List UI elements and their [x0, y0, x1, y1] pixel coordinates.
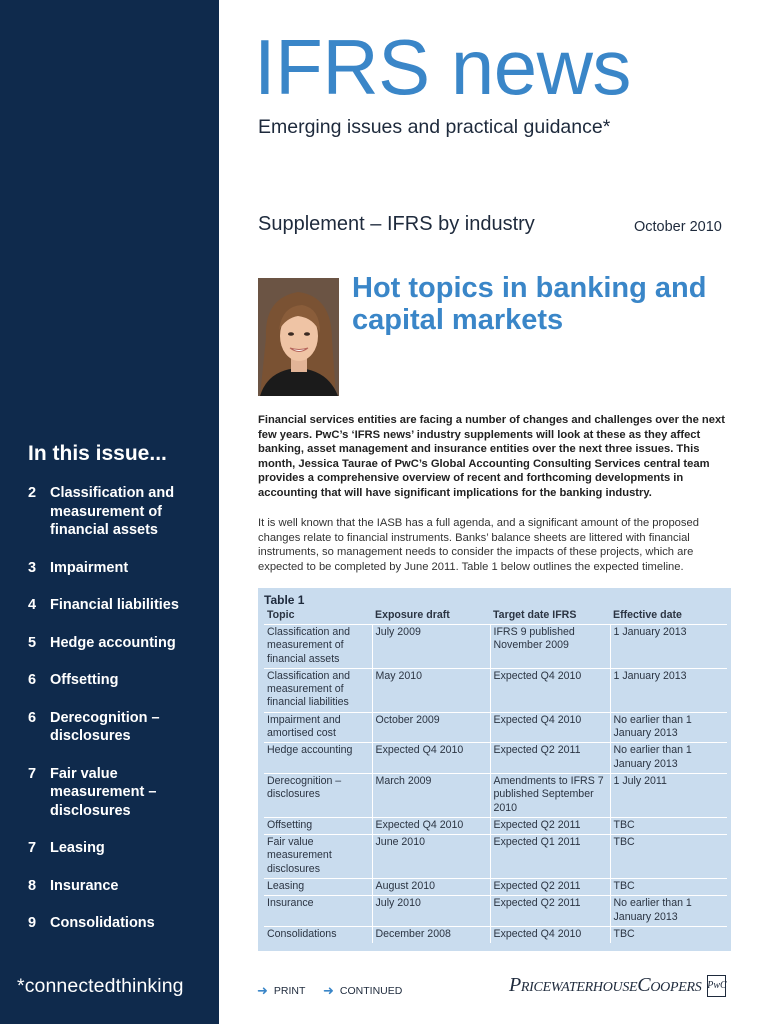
- toc-item-number: 4: [28, 597, 37, 613]
- toc-item-label: Offsetting: [50, 672, 119, 688]
- toc-item[interactable]: [28, 559, 214, 578]
- continued-label: CONTINUED: [339, 985, 403, 997]
- table-cell: Classification and measurement of financial assets: [264, 625, 372, 669]
- table-cell: 1 July 2011: [610, 773, 727, 817]
- table-cell: No earlier than 1 January 2013: [610, 712, 727, 743]
- table-cell: Offsetting: [264, 817, 372, 834]
- table-cell: Expected Q4 2010: [490, 668, 610, 712]
- timeline-table-box: [258, 588, 731, 951]
- table-cell: Expected Q4 2010: [372, 743, 490, 774]
- toc-item-label: Classification and measurement of financial assets: [50, 485, 175, 538]
- toc-item-label: Consolidations: [50, 915, 155, 931]
- table-row: [264, 835, 727, 879]
- table-row: [264, 817, 727, 834]
- table-cell: Insurance: [264, 896, 372, 927]
- masthead-title: IFRS news: [254, 23, 631, 111]
- table-row: [264, 879, 727, 896]
- table-row: [264, 896, 727, 927]
- issue-date: October 2010: [634, 219, 722, 235]
- table-cell: July 2009: [372, 625, 490, 669]
- table-header-cell: Topic: [267, 609, 295, 621]
- masthead-subtitle: Emerging issues and practical guidance*: [258, 116, 611, 138]
- table-cell: June 2010: [372, 835, 490, 879]
- table-cell: 1 January 2013: [610, 668, 727, 712]
- table-cell: March 2009: [372, 773, 490, 817]
- table-cell: Expected Q2 2011: [490, 743, 610, 774]
- table-cell: TBC: [610, 817, 727, 834]
- toc-item-number: 2: [28, 485, 37, 501]
- toc-item-number: 5: [28, 634, 37, 651]
- table-cell: IFRS 9 published November 2009: [490, 625, 610, 669]
- tagline: *connectedthinking: [17, 975, 184, 997]
- table-header-cell: Target date IFRS: [493, 609, 577, 621]
- table-header-cell: Effective date: [613, 609, 682, 621]
- toc-item-number: 7: [28, 840, 37, 856]
- toc-item-label: Leasing: [50, 840, 105, 856]
- brand-wordmark: PricewaterhouseCoopers: [509, 974, 702, 996]
- toc-item-label: Financial liabilities: [50, 597, 179, 613]
- toc-item-number: 7: [28, 765, 37, 782]
- table-row: [264, 712, 727, 743]
- table-cell: Derecognition – disclosures: [264, 773, 372, 817]
- table-cell: TBC: [610, 926, 727, 943]
- table-header-row: [264, 608, 727, 625]
- table-cell: Expected Q2 2011: [490, 817, 610, 834]
- continued-link[interactable]: [323, 983, 402, 999]
- arrow-right-icon: ➜: [257, 983, 268, 998]
- table-header-cell: Exposure draft: [375, 609, 450, 621]
- timeline-table: [264, 608, 727, 943]
- table-caption: Table 1: [264, 593, 305, 607]
- table-cell: No earlier than 1 January 2013: [610, 896, 727, 927]
- table-cell: Expected Q4 2010: [490, 712, 610, 743]
- toc-item[interactable]: [28, 709, 214, 746]
- body-paragraph: It is well known that the IASB has a full agenda, and a significant amount of the proposed changes relate to financial instruments. Banks’ balance sheets are littered with financial instruments, so management needs to consider the impacts of these projects, which are expected to be completed by June 2011. Table 1 below outlines the expected timeline.: [258, 517, 699, 573]
- table-cell: 1 January 2013: [610, 625, 727, 669]
- table-cell: August 2010: [372, 879, 490, 896]
- toc-item-number: 9: [28, 915, 37, 931]
- table-cell: Expected Q2 2011: [490, 879, 610, 896]
- toc-item-label: Hedge accounting: [50, 634, 176, 651]
- toc-item[interactable]: [28, 765, 214, 821]
- toc-item[interactable]: [28, 596, 214, 615]
- table-cell: Leasing: [264, 879, 372, 896]
- intro-paragraph: Financial services entities are facing a number of changes and challenges over the next few years. PwC’s ‘IFRS news’ industry supplements will look at these as they affect banking, asset management and insurance entities over the next three issues. This month, Jessica Taurae of PwC’s Global Accounting Consulting Services central team provides a comprehensive overview of recent and forthcoming developments in accounting that will have significant implications for the banking industry.: [258, 414, 725, 499]
- table-cell: May 2010: [372, 668, 490, 712]
- toc-item[interactable]: [28, 634, 214, 653]
- toc-title: In this issue...: [28, 442, 167, 465]
- print-label: PRINT: [273, 985, 306, 997]
- arrow-right-icon: ➜: [323, 983, 334, 998]
- table-row: [264, 926, 727, 943]
- toc-item-number: 8: [28, 877, 37, 894]
- toc-list: [28, 484, 214, 933]
- toc-item-label: Derecognition – disclosures: [50, 709, 160, 744]
- toc-item[interactable]: [28, 877, 214, 896]
- toc-item-number: 6: [28, 672, 37, 688]
- toc-item-label: Insurance: [50, 877, 119, 894]
- table-cell: No earlier than 1 January 2013: [610, 743, 727, 774]
- sidebar: [0, 0, 219, 1024]
- table-cell: Expected Q1 2011: [490, 835, 610, 879]
- table-cell: Consolidations: [264, 926, 372, 943]
- brand-logo: [509, 974, 726, 997]
- supplement-title: Supplement – IFRS by industry: [258, 213, 535, 235]
- portrait-image: [258, 278, 339, 396]
- author-photo: [258, 278, 339, 396]
- table-cell: Classification and measurement of financial liabilities: [264, 668, 372, 712]
- table-cell: Expected Q2 2011: [490, 896, 610, 927]
- table-cell: December 2008: [372, 926, 490, 943]
- table-cell: Expected Q4 2010: [490, 926, 610, 943]
- article-headline: Hot topics in banking and capital markets: [352, 272, 707, 336]
- toc-item-label: Impairment: [50, 559, 129, 576]
- table-cell: October 2009: [372, 712, 490, 743]
- brand-mark-icon: PwC: [707, 975, 726, 997]
- table-row: [264, 668, 727, 712]
- toc-item[interactable]: [28, 839, 214, 858]
- print-link[interactable]: [257, 983, 305, 999]
- table-row: [264, 743, 727, 774]
- table-row: [264, 773, 727, 817]
- toc-item[interactable]: [28, 914, 214, 933]
- table-row: [264, 625, 727, 669]
- table-cell: Expected Q4 2010: [372, 817, 490, 834]
- table-cell: Hedge accounting: [264, 743, 372, 774]
- toc-item-label: Fair value measurement – disclosures: [50, 765, 157, 819]
- table-cell: July 2010: [372, 896, 490, 927]
- toc-item-number: 3: [28, 559, 37, 576]
- toc-item-number: 6: [28, 709, 37, 726]
- table-cell: Amendments to IFRS 7 published September 2010: [490, 773, 610, 817]
- table-cell: Fair value measurement disclosures: [264, 835, 372, 879]
- toc-item[interactable]: [28, 671, 214, 690]
- toc-item[interactable]: [28, 484, 214, 540]
- table-cell: TBC: [610, 835, 727, 879]
- table-cell: TBC: [610, 879, 727, 896]
- table-cell: Impairment and amortised cost: [264, 712, 372, 743]
